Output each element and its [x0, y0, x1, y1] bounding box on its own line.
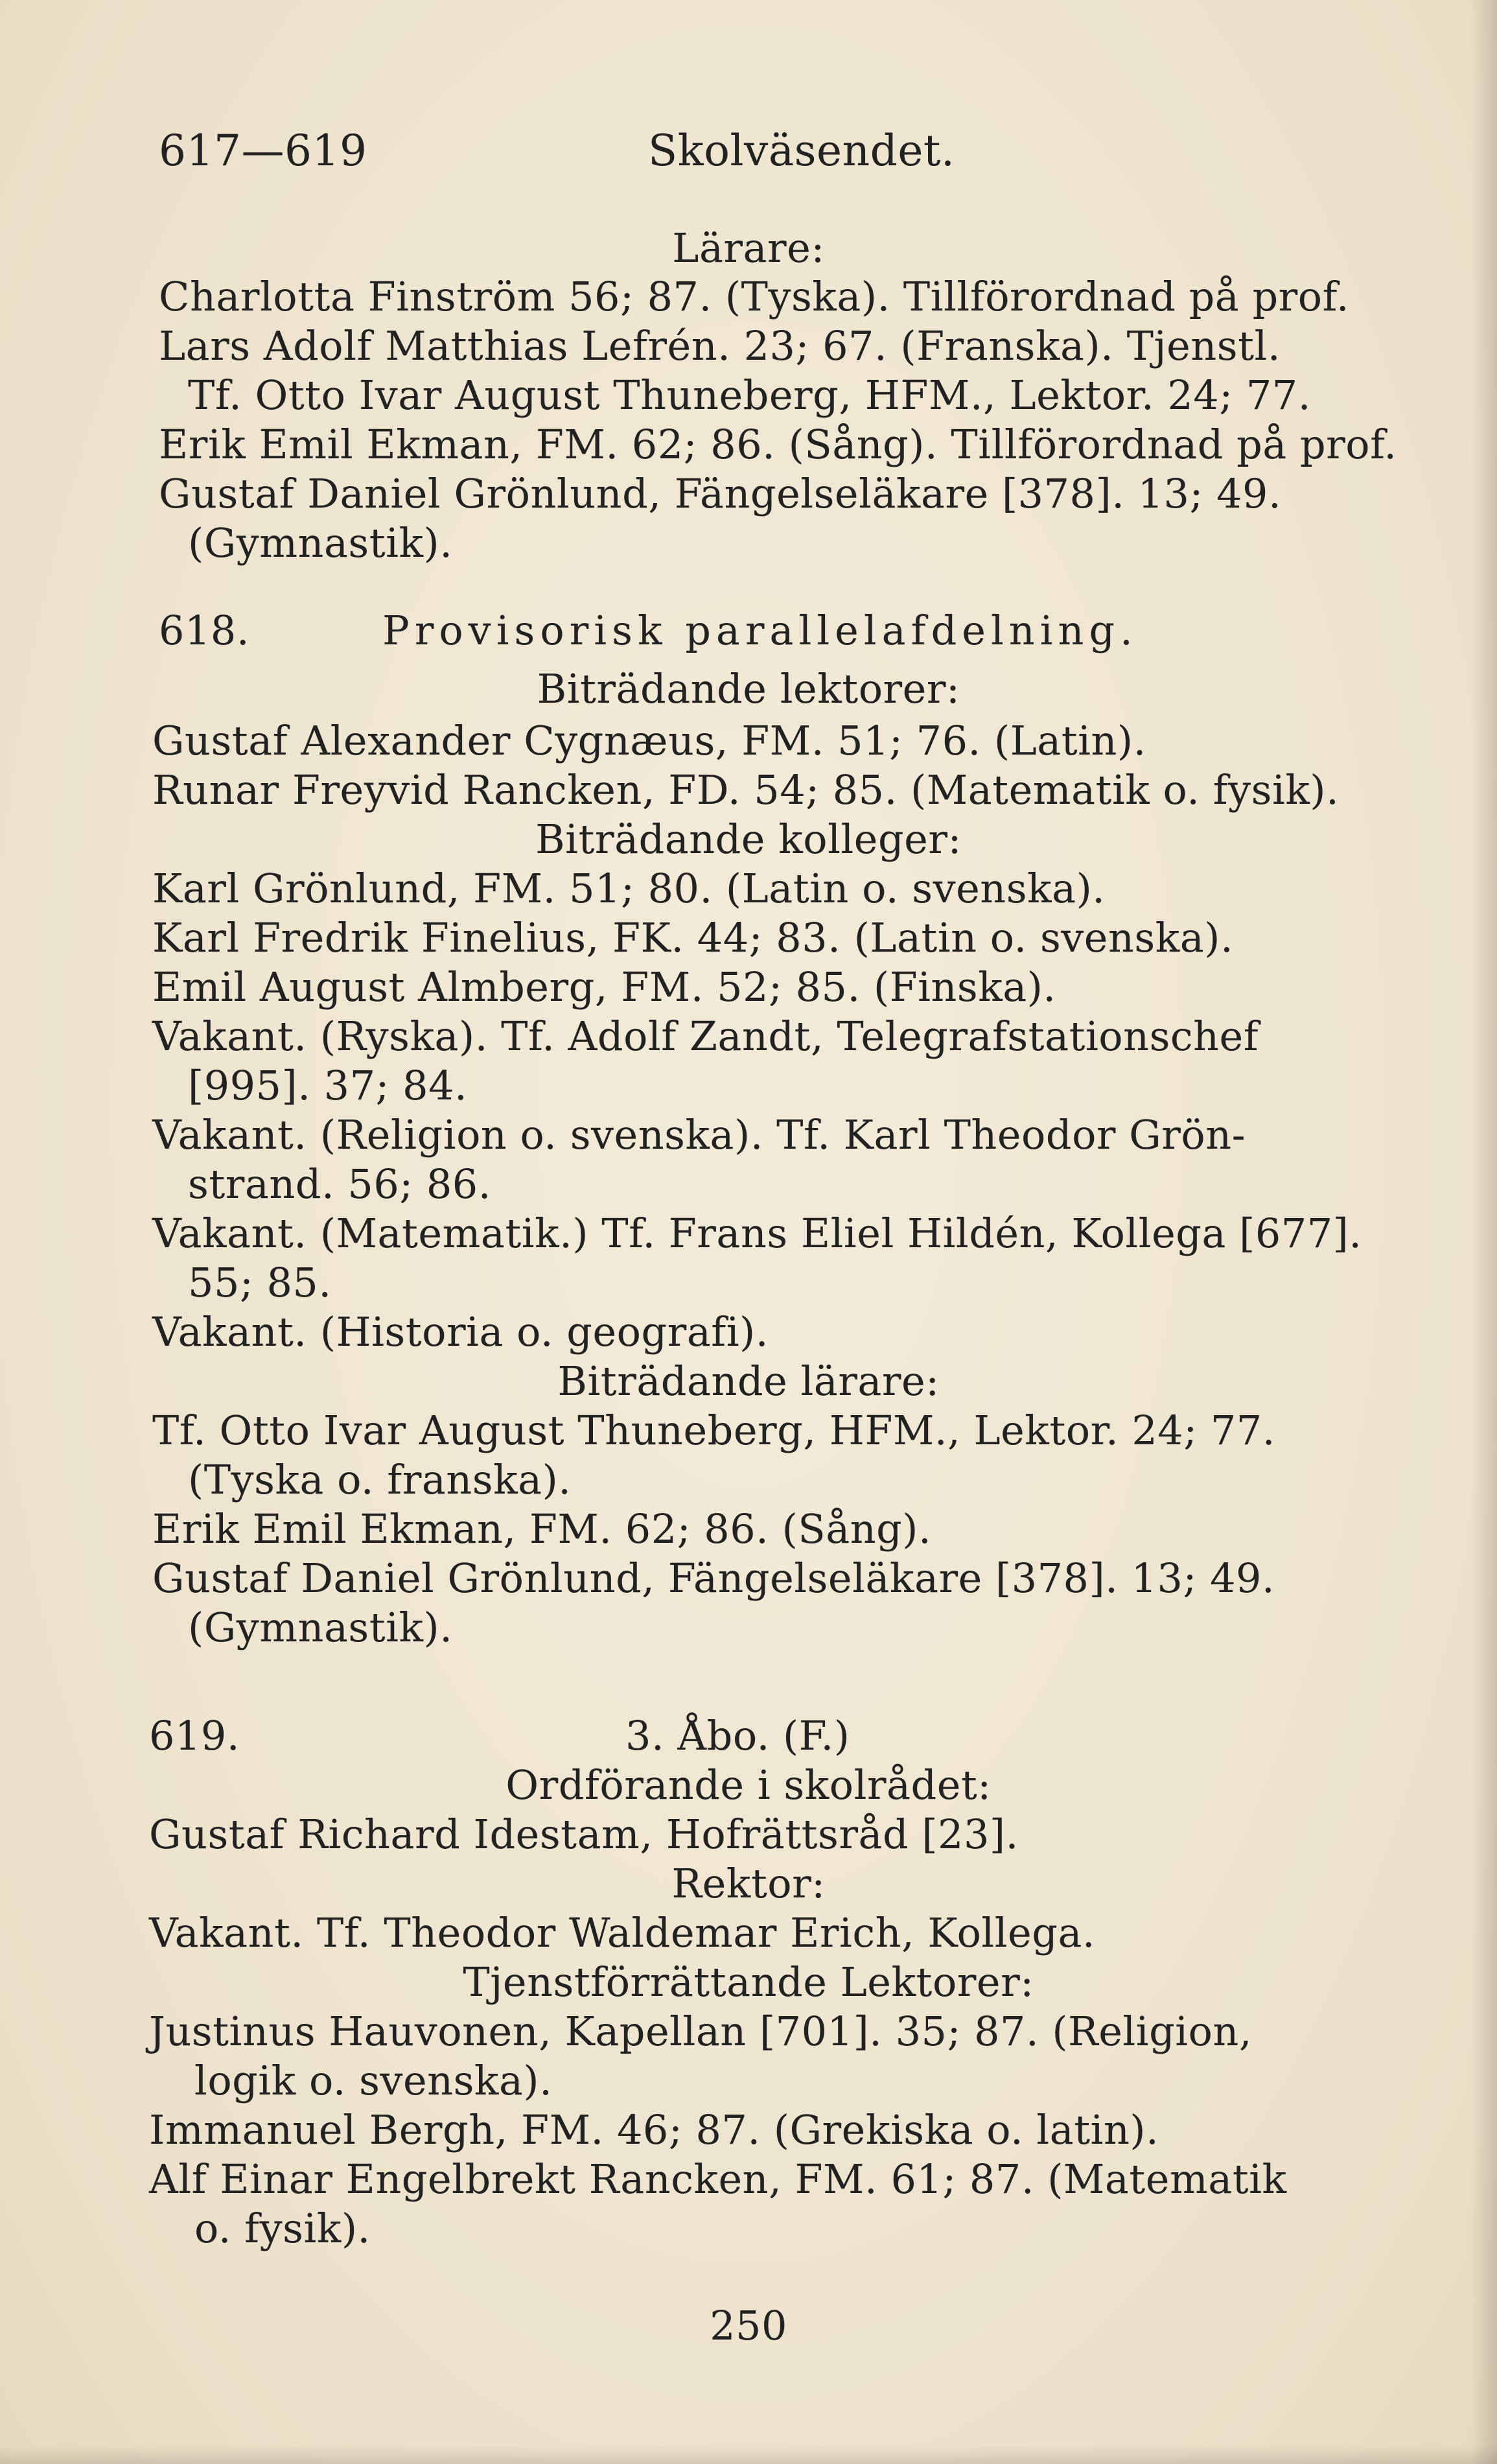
- section-title-619: 3. Åbo. (F.): [625, 1712, 850, 1759]
- heading-bitradande-lektorer: Biträdande lektorer:: [537, 665, 960, 712]
- page-number: 250: [710, 2302, 787, 2349]
- text-line: Karl Grönlund, FM. 51; 80. (Latin o. svenska).: [152, 865, 1106, 912]
- text-line: o. fysik).: [194, 2205, 371, 2252]
- section-number-618: 618.: [159, 607, 250, 654]
- heading-tjenstforrattande-lektorer: Tjenstförrättande Lektorer:: [463, 1958, 1034, 2006]
- text-line: (Gymnastik).: [188, 519, 453, 567]
- text-line: Charlotta Finström 56; 87. (Tyska). Tillförordnad på prof.: [159, 273, 1350, 320]
- text-line: Justinus Hauvonen, Kapellan [701]. 35; 87. (Religion,: [149, 2008, 1253, 2055]
- text-line: Gustaf Richard Idestam, Hofrättsråd [23].: [149, 1811, 1019, 1858]
- heading-rektor: Rektor:: [671, 1860, 826, 1907]
- section-number-619: 619.: [149, 1712, 240, 1759]
- text-line: Emil August Almberg, FM. 52; 85. (Finska).: [152, 963, 1056, 1011]
- text-line: Vakant. (Religion o. svenska). Tf. Karl Theodor Grön-: [152, 1111, 1246, 1158]
- text-line: Gustaf Daniel Grönlund, Fängelseläkare [378]. 13; 49.: [159, 470, 1282, 517]
- section-title-618: Provisorisk parallelafdelning.: [382, 607, 1138, 654]
- text-line: Immanuel Bergh, FM. 46; 87. (Grekiska o. latin).: [149, 2106, 1159, 2153]
- text-line: Runar Freyvid Rancken, FD. 54; 85. (Matematik o. fysik).: [152, 766, 1340, 814]
- text-line: logik o. svenska).: [194, 2057, 553, 2104]
- text-line: Vakant. (Ryska). Tf. Adolf Zandt, Telegrafstationschef: [152, 1013, 1259, 1060]
- heading-ordforande: Ordförande i skolrådet:: [505, 1761, 992, 1809]
- text-line: Erik Emil Ekman, FM. 62; 86. (Sång).: [152, 1505, 932, 1553]
- text-line: Lars Adolf Matthias Lefrén. 23; 67. (Franska). Tjenstl.: [159, 322, 1281, 370]
- text-line: Tf. Otto Ivar August Thuneberg, HFM., Lektor. 24; 77.: [188, 371, 1311, 419]
- text-line: strand. 56; 86.: [188, 1160, 491, 1208]
- heading-bitradande-larare: Biträdande lärare:: [557, 1357, 940, 1405]
- section-title: Skolväsendet.: [648, 126, 955, 176]
- heading-larare: Lärare:: [672, 224, 825, 272]
- text-line: Alf Einar Engelbrekt Rancken, FM. 61; 87. (Matematik: [149, 2155, 1287, 2203]
- text-line: [995]. 37; 84.: [188, 1062, 468, 1109]
- page-bottom-shadow: [0, 2445, 1497, 2464]
- text-line: (Gymnastik).: [188, 1604, 453, 1651]
- page-edge-shadow: [1471, 0, 1497, 2464]
- text-line: Gustaf Alexander Cygnæus, FM. 51; 76. (Latin).: [152, 717, 1146, 764]
- text-line: Gustaf Daniel Grönlund, Fängelseläkare [378]. 13; 49.: [152, 1555, 1275, 1602]
- text-line: 55; 85.: [188, 1259, 332, 1306]
- page-range: 617—619: [159, 126, 367, 176]
- text-line: Vakant. (Matematik.) Tf. Frans Eliel Hildén, Kollega [677].: [152, 1210, 1362, 1257]
- text-line: Vakant. Tf. Theodor Waldemar Erich, Kollega.: [149, 1909, 1096, 1956]
- text-line: (Tyska o. franska).: [188, 1456, 572, 1503]
- text-line: Tf. Otto Ivar August Thuneberg, HFM., Lektor. 24; 77.: [152, 1407, 1275, 1454]
- text-line: Karl Fredrik Finelius, FK. 44; 83. (Latin o. svenska).: [152, 914, 1234, 961]
- text-line: Vakant. (Historia o. geografi).: [152, 1308, 769, 1355]
- heading-bitradande-kolleger: Biträdande kolleger:: [535, 815, 962, 863]
- text-line: Erik Emil Ekman, FM. 62; 86. (Sång). Tillförordnad på prof.: [159, 421, 1397, 468]
